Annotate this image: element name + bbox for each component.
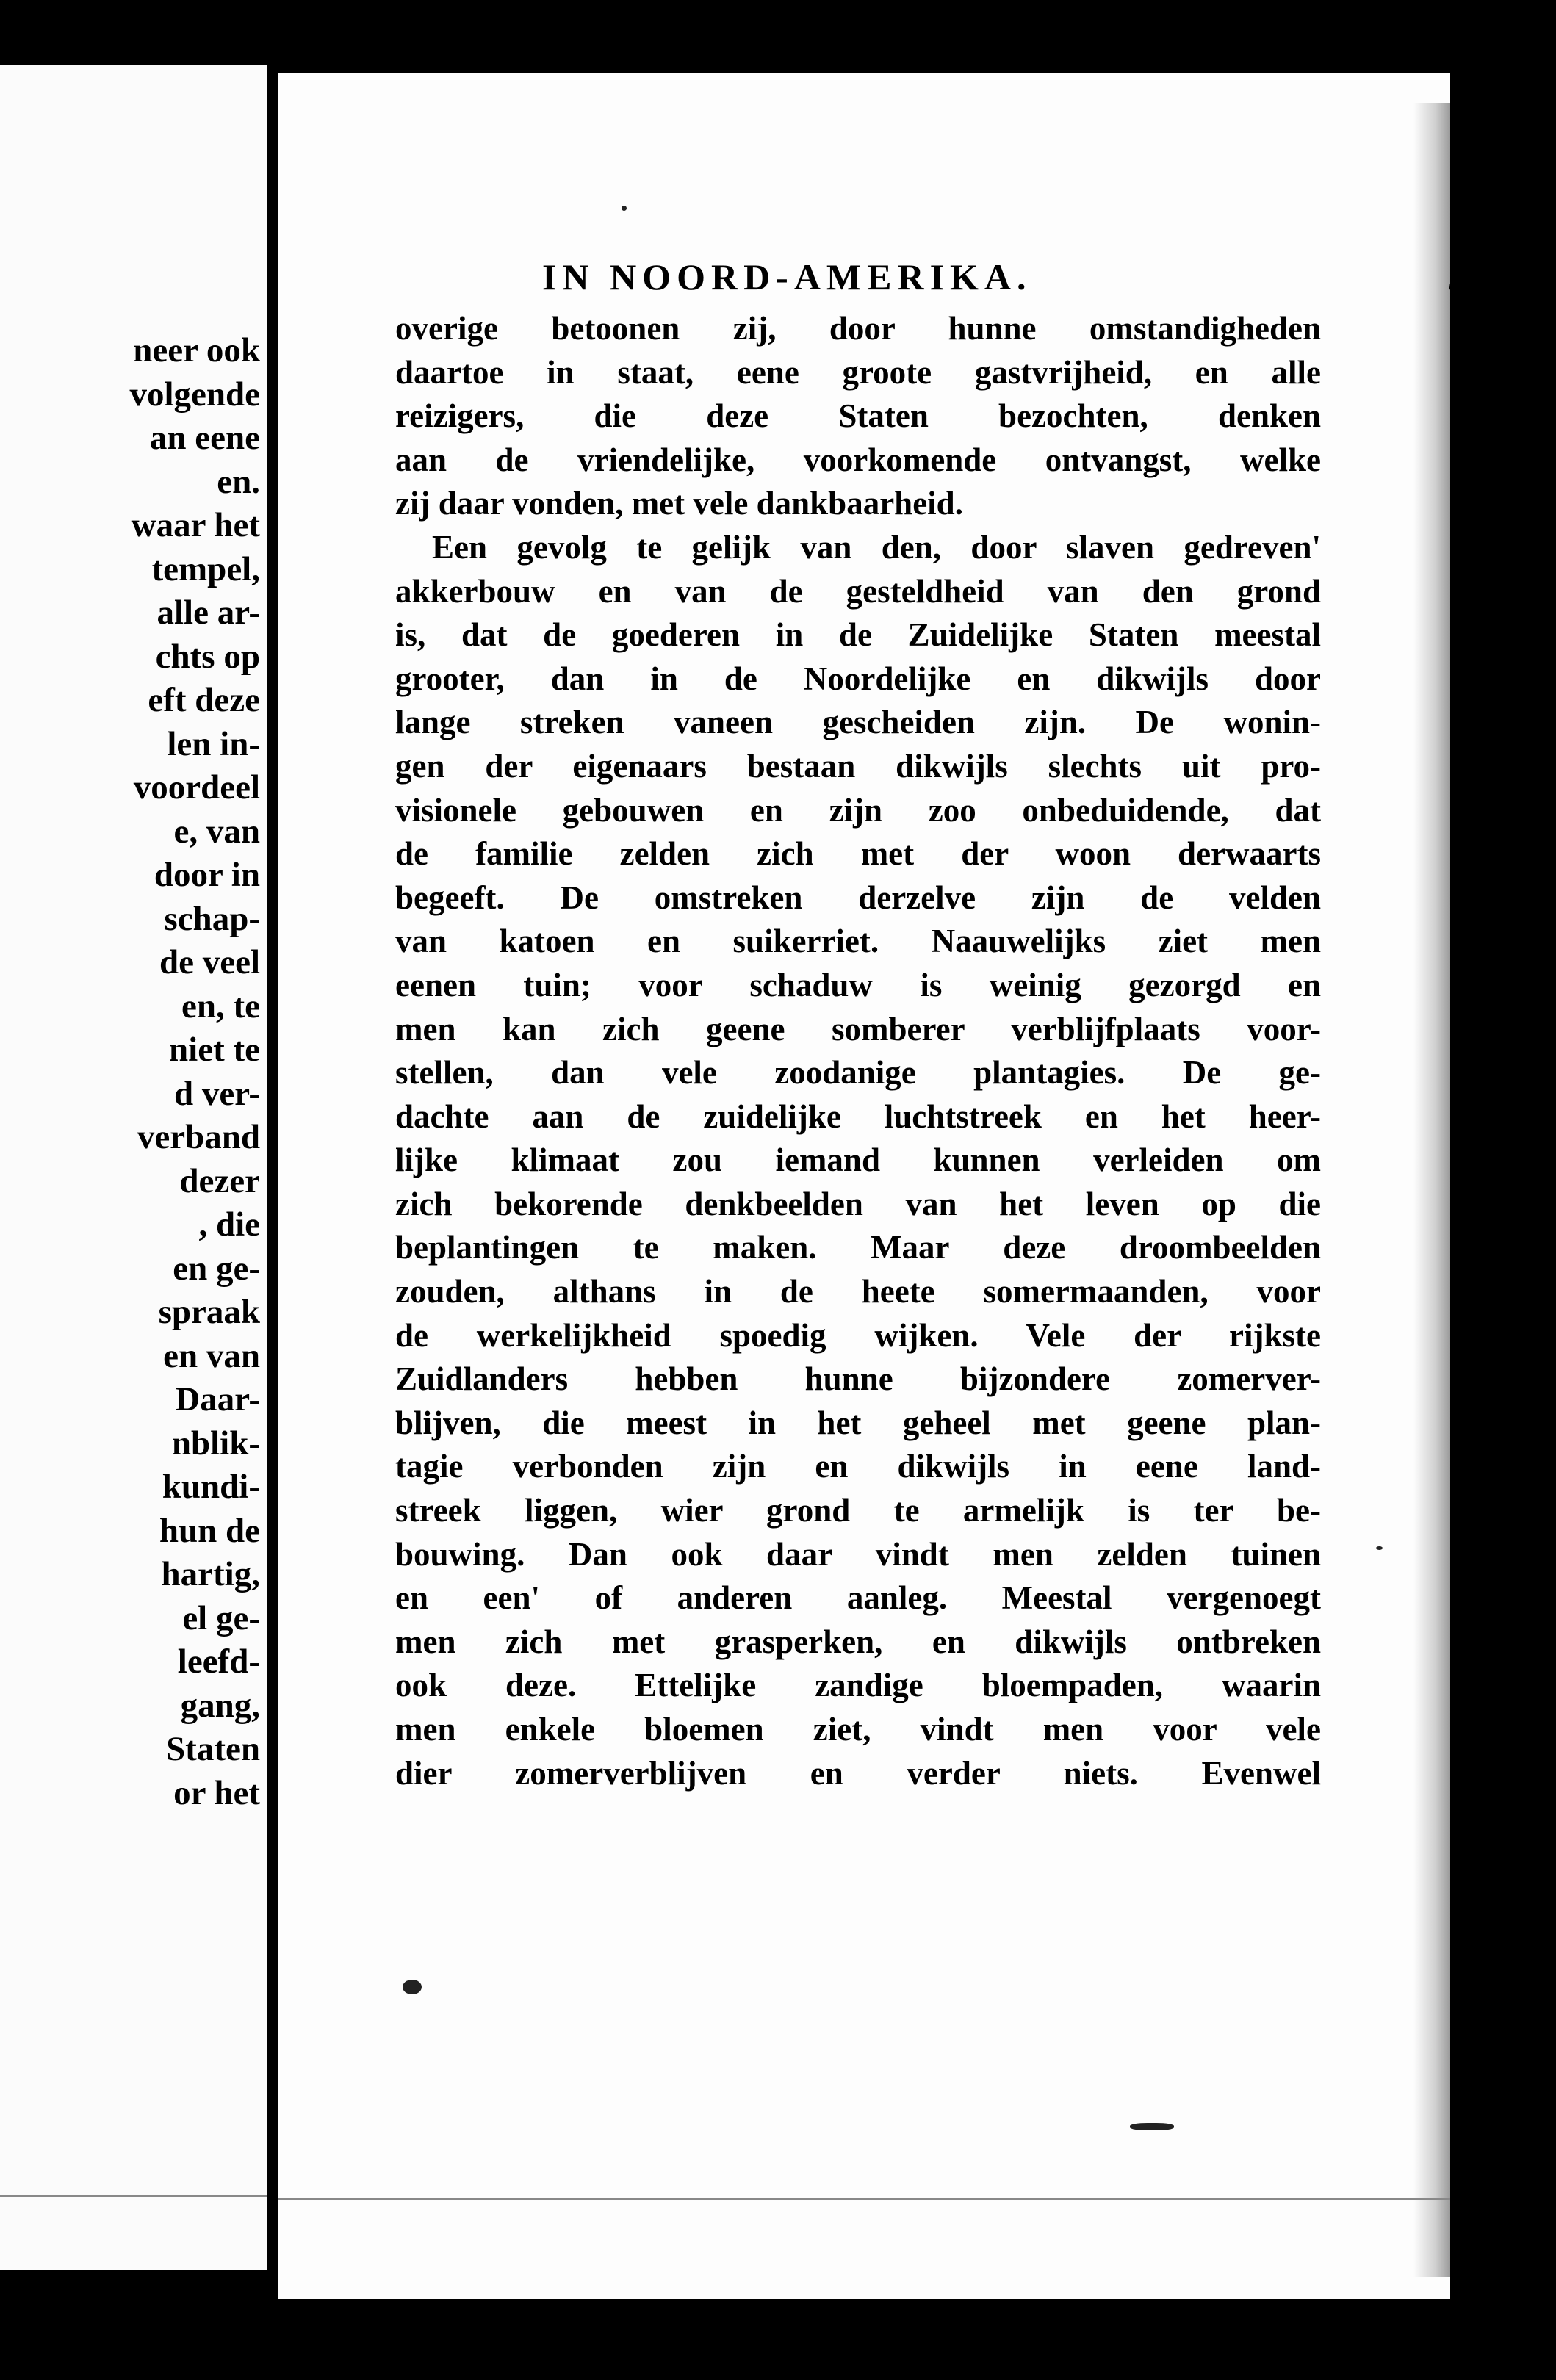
text-line: streek liggen, wier grond te armelijk is ter be- [395,1492,1321,1529]
running-head-title: IN NOORD-AMERIKA. [542,256,1032,298]
left-page-bottom-rule [0,2195,267,2197]
left-page-line: Staten [166,1730,260,1768]
text-line: dier zomerverblijven en verder niets. Evenwel [395,1754,1321,1792]
text-line: Een gevolg te gelijk van den, door slaven gedreven' [432,528,1321,566]
text-line: de familie zelden zich met der woon derwaarts [395,835,1321,873]
text-line: de werkelijkheid spoedig wijken. Vele der rijkste [395,1316,1321,1354]
left-page-line: leefd- [177,1642,260,1681]
ink-speck [622,206,627,211]
text-line: visionele gebouwen en zijn zoo onbeduidende, dat [395,791,1321,829]
running-head [542,256,1505,300]
left-page-line: dezer [179,1161,260,1200]
left-page-line: en, te [181,987,260,1025]
right-page-bottom-rule [278,2198,1450,2200]
text-line: begeeft. De omstreken derzelve zijn de velden [395,879,1321,916]
text-line: zich bekorende denkbeelden van het leven op die [395,1185,1321,1222]
text-line: gen der eigenaars bestaan dikwijls slechts uit pro- [395,747,1321,785]
right-page [278,73,1505,2299]
left-page-line: en van [163,1336,260,1375]
left-page-line: hun de [159,1511,260,1550]
text-line: zij daar vonden, met vele dankbaarheid. [395,485,963,522]
left-page-line: volgende [129,375,260,414]
left-page-line: spraak [158,1293,260,1331]
text-line: bouwing. Dan ook daar vindt men zelden tuinen [395,1535,1321,1573]
text-line: akkerbouw en van de gesteldheid van den grond [395,572,1321,610]
text-line: van katoen en suikerriet. Naauwelijks ziet men [395,923,1321,960]
left-page-line: voordeel [133,768,260,807]
text-line: grooter, dan in de Noordelijke en dikwijls door [395,660,1321,697]
left-page-line: verband [137,1118,260,1156]
text-line: reizigers, die deze Staten bezochten, denken [395,397,1321,435]
text-line: men kan zich geene somberer verblijfplaats voor- [395,1010,1321,1047]
left-page-line: or het [173,1773,260,1812]
text-line: stellen, dan vele zoodanige plantagies. De ge- [395,1054,1321,1092]
left-page-line: eft deze [148,681,260,719]
text-line: men enkele bloemen ziet, vindt men voor vele [395,1711,1321,1748]
left-page-line: en. [217,462,260,501]
text-line: aan de vriendelijke, voorkomende ontvangst, welke [395,441,1321,478]
left-page-line: d ver- [173,1074,260,1113]
page-number: 371 [1449,256,1505,298]
ink-speck [1376,1546,1383,1550]
text-line: overige betoonen zij, door hunne omstandigheden [395,310,1321,347]
text-line: en een' of anderen aanleg. Meestal vergenoegt [395,1579,1321,1617]
left-page-line: schap- [164,899,260,938]
left-page-line: nblik- [171,1424,260,1463]
left-page-line: Daar- [175,1380,260,1418]
left-page-line: el ge- [182,1598,260,1637]
text-line: zouden, althans in de heete somermaanden, voor [395,1273,1321,1310]
page-edge-shadow [1413,103,1450,2277]
left-page-line: hartig, [161,1555,260,1593]
left-page-line: waar het [131,506,260,544]
left-page-line: an eene [149,419,260,457]
book-gutter [267,44,276,2277]
left-page-line: niet te [169,1031,260,1069]
text-line: beplantingen te maken. Maar deze droombeelden [395,1229,1321,1266]
text-line: ook deze. Ettelijke zandige bloempaden, waarin [395,1667,1321,1704]
text-line: is, dat de goederen in de Zuidelijke Staten meestal [395,616,1321,654]
ink-speck [403,1980,422,1994]
left-page-line: kundi- [162,1468,260,1506]
left-page-line: chts op [155,637,260,676]
body-text [395,307,1321,1795]
left-page-line: , die [198,1205,260,1244]
left-page-line: neer ook [133,331,260,369]
text-line: tagie verbonden zijn en dikwijls in eene land- [395,1448,1321,1485]
left-page-line: de veel [159,943,260,981]
text-line: lijke klimaat zou iemand kunnen verleiden om [395,1142,1321,1179]
text-line: Zuidlanders hebben hunne bijzondere zomerver- [395,1360,1321,1398]
text-line: dachte aan de zuidelijke luchtstreek en het heer- [395,1097,1321,1135]
text-line: lange streken vaneen gescheiden zijn. De wonin- [395,704,1321,741]
left-page-line: alle ar- [156,594,260,632]
text-line: daartoe in staat, eene groote gastvrijheid, en alle [395,353,1321,391]
ink-speck [1130,2123,1174,2130]
left-page-line: en ge- [173,1249,260,1288]
left-facing-page [0,65,267,2270]
left-page-line: door in [154,856,260,894]
text-line: eenen tuin; voor schaduw is weinig gezorgd en [395,966,1321,1003]
left-page-line: e, van [173,812,260,851]
left-page-line: gang, [180,1686,260,1725]
text-line: men zich met grasperken, en dikwijls ontbreken [395,1623,1321,1660]
text-line: blijven, die meest in het geheel met geene plan- [395,1404,1321,1441]
left-page-text-fragment [129,329,260,1815]
left-page-line: len in- [167,724,260,763]
left-page-line: tempel, [151,549,260,588]
